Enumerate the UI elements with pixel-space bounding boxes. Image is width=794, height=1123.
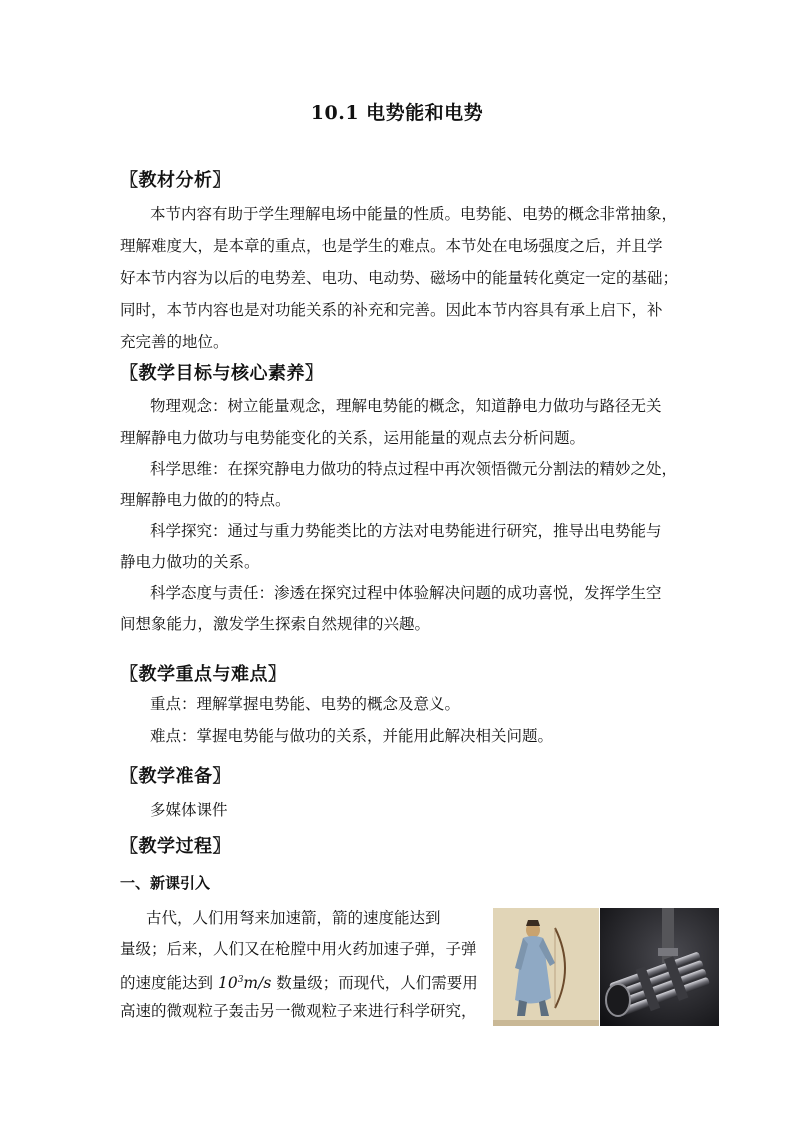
section-heading-prep: 〖教学准备〗: [120, 766, 231, 787]
archer-painting-svg: [493, 908, 599, 1026]
subheading-intro: 一、新课引入: [120, 874, 211, 892]
text-fragment: 的速度能达到: [120, 974, 214, 993]
paragraph-line: 多媒体课件: [150, 801, 228, 819]
paragraph-line: 科学探究：通过与重力势能类比的方法对电势能进行研究，推导出电势能与: [150, 522, 662, 540]
text-fragment: 数量级；而现代，人们需要用: [276, 974, 478, 993]
paragraph-line: 好本节内容为以后的电势差、电功、电动势、磁场中的能量转化奠定一定的基础；: [120, 269, 679, 287]
paragraph-line: 充完善的地位。: [120, 333, 229, 351]
paragraph-line: 古代，人们用弩来加速箭，箭的速度能达到: [146, 909, 441, 927]
paragraph-line: 量级；后来，人们又在枪膛中用火药加速子弹，子弹: [120, 940, 477, 958]
paragraph-line: 难点：掌握电势能与做功的关系，并能用此解决相关问题。: [150, 727, 554, 745]
paragraph-line: 同时，本节内容也是对功能关系的补充和完善。因此本节内容具有承上启下，补: [120, 301, 663, 319]
paragraph-line: 重点：理解掌握电势能、电势的概念及意义。: [150, 695, 461, 713]
section-heading-analysis: 〖教材分析〗: [120, 170, 231, 191]
paragraph-line: 高速的微观粒子轰击另一微观粒子来进行科学研究，: [120, 1002, 477, 1020]
paragraph-line: 科学思维：在探究静电力做功的特点过程中再次领悟微元分割法的精妙之处，: [150, 460, 678, 478]
paragraph-line: 理解静电力做的的特点。: [120, 491, 291, 509]
section-heading-goals: 〖教学目标与核心素养〗: [120, 363, 324, 384]
gatling-gun-svg: [600, 908, 719, 1026]
gatling-gun-image: [600, 908, 719, 1026]
paragraph-line: 间想象能力，激发学生探索自然规律的兴趣。: [120, 615, 431, 633]
paragraph-line: 理解静电力做功与电势能变化的关系，运用能量的观点去分析问题。: [120, 429, 586, 447]
speed-formula: $10^3m/s$: [217, 974, 272, 993]
paragraph-line: [120, 970, 478, 993]
section-heading-process: 〖教学过程〗: [120, 836, 231, 857]
paragraph-line: 理解难度大，是本章的重点，也是学生的难点。本节处在电场强度之后，并且学: [120, 237, 663, 255]
section-heading-key-points: 〖教学重点与难点〗: [120, 664, 287, 685]
paragraph-line: 物理观念：树立能量观念，理解电势能的概念，知道静电力做功与路径无关: [150, 397, 662, 415]
paragraph-line: 本节内容有助于学生理解电场中能量的性质。电势能、电势的概念非常抽象，: [150, 205, 678, 223]
page-title: 10.1 电势能和电势: [310, 102, 484, 124]
archer-painting-image: [493, 908, 599, 1026]
paragraph-line: 科学态度与责任：渗透在探究过程中体验解决问题的成功喜悦，发挥学生空: [150, 584, 662, 602]
paragraph-line: 静电力做功的关系。: [120, 553, 260, 571]
